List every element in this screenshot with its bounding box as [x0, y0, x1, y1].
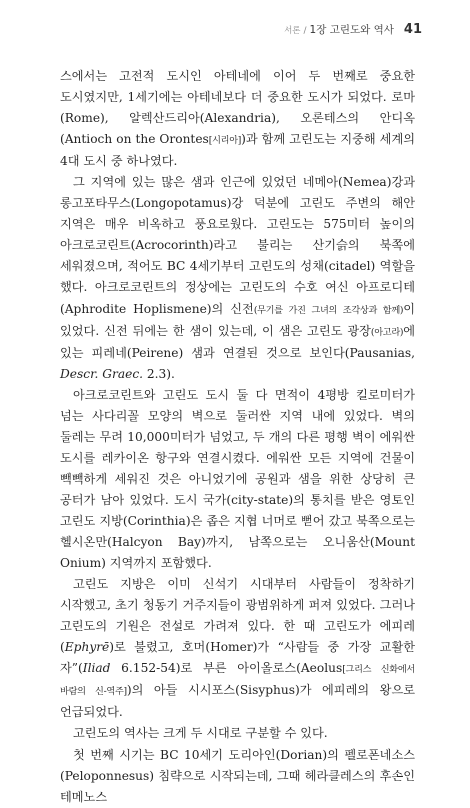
paragraph	[60, 745, 415, 808]
paragraph-text: )의 아들 시시포스(Sisyphus)가 에피레의 왕으로 언급되었다.	[60, 683, 415, 720]
paragraph	[60, 574, 415, 723]
paragraph	[60, 723, 415, 744]
paragraph-text: 6.152-54)로 부른 아이올로스(Aeolus	[110, 661, 343, 676]
chapter-title: 1장 고린도와 역사	[309, 24, 394, 36]
paragraph-text: 첫 번째 시기는 BC 10세기 도리아인(Dorian)의 펠로폰네소스(Peloponnesus) 침략으로 시작되는데, 그때 헤라클레스의 후손인 테메노스	[60, 747, 415, 804]
paragraph	[60, 172, 415, 384]
paragraph	[60, 385, 415, 574]
paragraph-text: 이 있었다. 신전 뒤에는 한 샘이 있는데, 이 샘은 고린도 광장	[60, 301, 415, 338]
paragraph-text: 에 있는 피레네(Peirene) 샘과 연결된 것으로 보인다(Pausanias,	[60, 323, 415, 360]
inline-note: (아고라)	[370, 326, 404, 338]
paragraph-text: )로 불렸고, 호머(Homer)가 “사람들 중 가장 교활한 자”(	[60, 640, 415, 676]
section-label: 서론	[284, 26, 301, 36]
page-number: 41	[403, 22, 422, 37]
citation-title: Iliad	[82, 661, 111, 676]
paragraph-text: 2.3).	[143, 366, 175, 381]
header-separator: /	[303, 26, 307, 36]
paragraph-text: 고린도의 역사는 크게 두 시대로 구분할 수 있다.	[73, 726, 328, 741]
paragraph-text: 아크로코린트와 고린도 도시 둘 다 면적이 4평방 킬로미터가 넘는 사다리꼴 모양의 벽으로 둘러싼 지역 내에 있었다. 벽의 둘레는 무려 10,000미터가 넘었고, 두 개의 다른 평행 벽이 에워싼 도시를 레카이온 항구와 연결시켰다. 에워싼 모든 지역에 건물이 빽빽하게 세워진 것은 아니었기에 공원과 샘을 위한 상당히 큰 공터가 남아 있었다. 도시 국가(city-state)의 통치를 받은 영토인 고린도 지방(Corinthia)은 좁은 지협 너머로 뻗어 갔고 북쪽으로는 헬시온만(Halcyon Bay)까지, 남쪽으로는 오니움산(Mount Onium) 지역까지 포함했다.	[60, 387, 415, 571]
paragraph-text: 고린도 지방은 이미 신석기 시대부터 사람들이 정착하기 시작했고, 초기 청동기 거주지들이 광범위하게 퍼져 있었다. 그러나 고린도의 기원은 전설로 가려져 있다. 한 때 고린도가 에피레(	[60, 577, 415, 655]
body-text	[60, 66, 415, 808]
inline-note: [시리아]	[208, 135, 242, 147]
running-header	[284, 22, 422, 37]
paragraph	[60, 66, 415, 172]
citation-title: Descr. Graec.	[60, 366, 144, 381]
paragraph-text: 그 지역에 있는 많은 샘과 인근에 있었던 네메아(Nemea)강과 롱고포타무스(Longopotamus)강 덕분에 고린도 주변의 해안 지역은 매우 비옥하고 풍요로웠다. 고린도는 575미터 높이의 아크로코린트(Acrocorinth)라고 불리는 산기슭의 북쪽에 세워졌으며, 적어도 BC 4세기부터 고린도의 성채(citadel) 역할을 했다. 아크로코린트의 정상에는 고린도의 수호 여신 아프로디테(Aphrodite Hoplismene)의 신전	[60, 175, 415, 316]
citation-title: Ephyrē	[64, 640, 110, 655]
paragraph-text: 스에서는 고전적 도시인 아테네에 이어 두 번째로 중요한 도시였지만, 1세기에는 아테네보다 더 중요한 도시가 되었다. 로마(Rome), 알렉산드리아(Alexandria), 오론테스의 안디옥(Antioch on the Orontes	[60, 69, 415, 147]
inline-note: (무기를 가진 그녀의 조각상과 함께)	[253, 304, 404, 316]
inline-note: [그리스 신화에서 바람의 신-역주]	[60, 664, 416, 698]
paragraph-text: )과 함께 고린도는 지중해 세계의 4대 도시 중 하나였다.	[60, 132, 415, 169]
